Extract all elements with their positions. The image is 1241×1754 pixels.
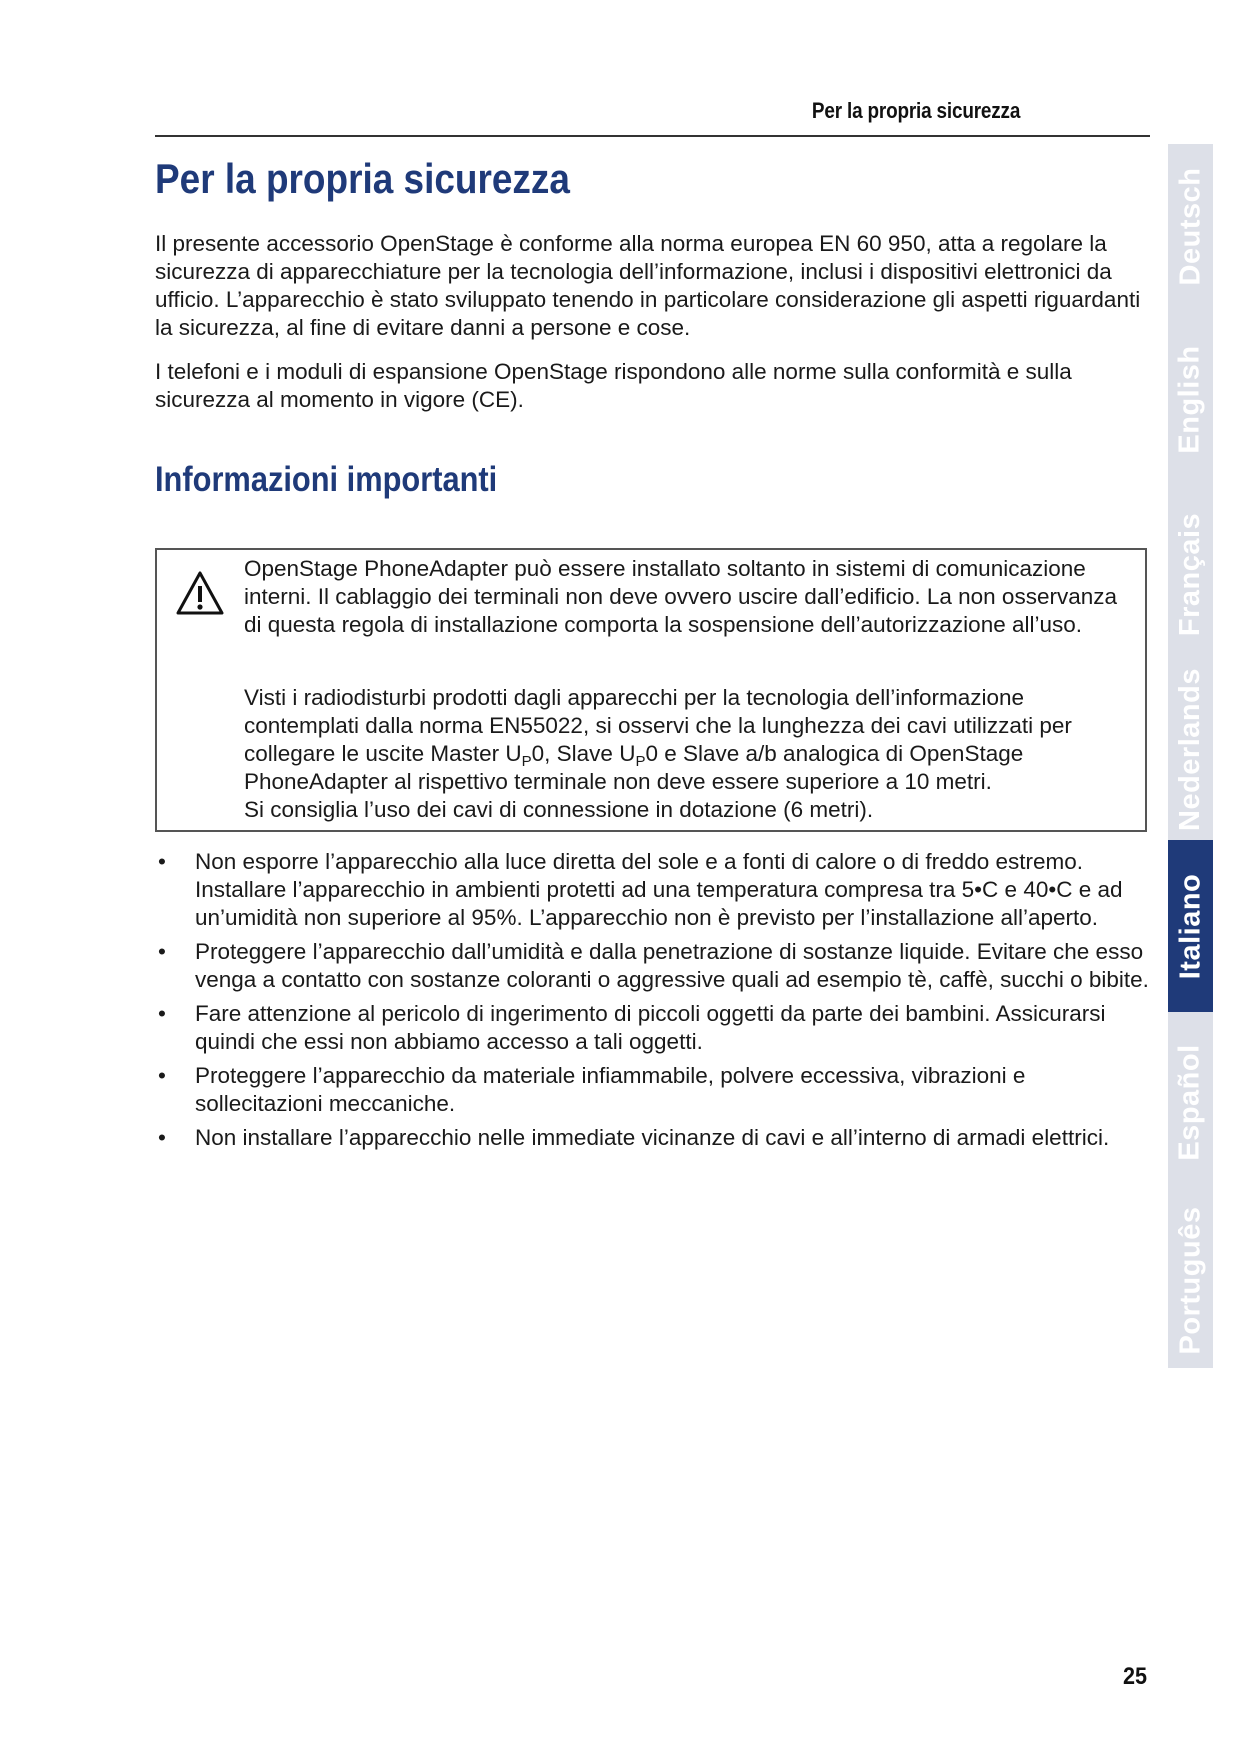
warning-installation-text: OpenStage PhoneAdapter può essere installato soltanto in sistemi di comunicazione interni. Il cablaggio dei terminali non deve ovvero uscire dall’edificio. La non osservanza di questa regola di installazione comporta la sospensione dell’autorizzazione all’uso. (244, 556, 1117, 637)
intro-paragraph: Il presente accessorio OpenStage è conforme alla norma europea EN 60 950, atta a regolare la sicurezza di apparecchiature per la tecnologia dell’informazione, inclusi i dispositivi elettronici da ufficio. L’apparecchio è stato sviluppato tenendo in particolare considerazione gli aspetti riguardanti la sicurezza, al fine di evitare danni a persone e cose. (155, 231, 1141, 340)
tab-nederlands[interactable]: Nederlands (1174, 667, 1207, 831)
warning-cable-text: Visti i radiodisturbi prodotti dagli apparecchi per la tecnologia dell’informazione contemplati dalla norma EN55022, si osservi che la lunghezza dei cavi utilizzati per collegare le uscite Master $U_P0$, Slave $U_P0$ e Slave a/b analogica di OpenStage PhoneAdapter al rispettivo terminale non deve essere superiore a 10 metri. Si consiglia l’uso dei cavi di connessione in dotazione (6 metri). (244, 685, 1072, 822)
page-number: 25 (1123, 1663, 1148, 1690)
warning-box (155, 548, 1147, 832)
list-item: • Proteggere l’apparecchio da materiale infiammabile, polvere eccessiva, vibrazioni e sollecitazioni meccaniche. (155, 1062, 1150, 1118)
section-title: Informazioni importanti (155, 460, 498, 499)
running-header: Per la propria sicurezza (811, 98, 1020, 123)
tab-espanol[interactable]: Español (1174, 1043, 1206, 1161)
tab-italiano[interactable]: Italiano (1168, 840, 1213, 1012)
safety-list (155, 848, 1150, 1158)
language-tabs (1168, 144, 1213, 1368)
conformity-paragraph: I telefoni e i moduli di espansione OpenStage rispondono alle norme sulla conformità e sulla sicurezza al momento in vigore (CE). (155, 359, 1072, 412)
tab-portugues[interactable]: Português (1174, 1206, 1206, 1354)
header-divider (155, 135, 1150, 137)
page-title: Per la propria sicurezza (155, 155, 570, 202)
list-item: • Proteggere l’apparecchio dall’umidità e dalla penetrazione di sostanze liquide. Evitare che esso venga a contatto con sostanze coloranti o aggressive quali ad esempio tè, caffè, succhi o bibite. (155, 938, 1150, 994)
tab-deutsch[interactable]: Deutsch (1174, 167, 1207, 286)
list-item: • Non esporre l’apparecchio alla luce diretta del sole e a fonti di calore o di freddo estremo. Installare l’apparecchio in ambienti protetti ad una temperatura compresa tra 5•C e 40•C e ad un’umidità non superiore al 95%. L’apparecchio non è previsto per l’installazione all’aperto. (155, 848, 1150, 932)
tab-francais[interactable]: Français (1174, 512, 1207, 636)
list-item: • Non installare l’apparecchio nelle immediate vicinanze di cavi e all’interno di armadi elettrici. (155, 1124, 1150, 1152)
tab-english[interactable]: English (1174, 344, 1207, 454)
warning-triangle-icon (175, 570, 225, 616)
list-item: • Fare attenzione al pericolo di ingerimento di piccoli oggetti da parte dei bambini. Assicurarsi quindi che essi non abbiamo accesso a tali oggetti. (155, 1000, 1150, 1056)
